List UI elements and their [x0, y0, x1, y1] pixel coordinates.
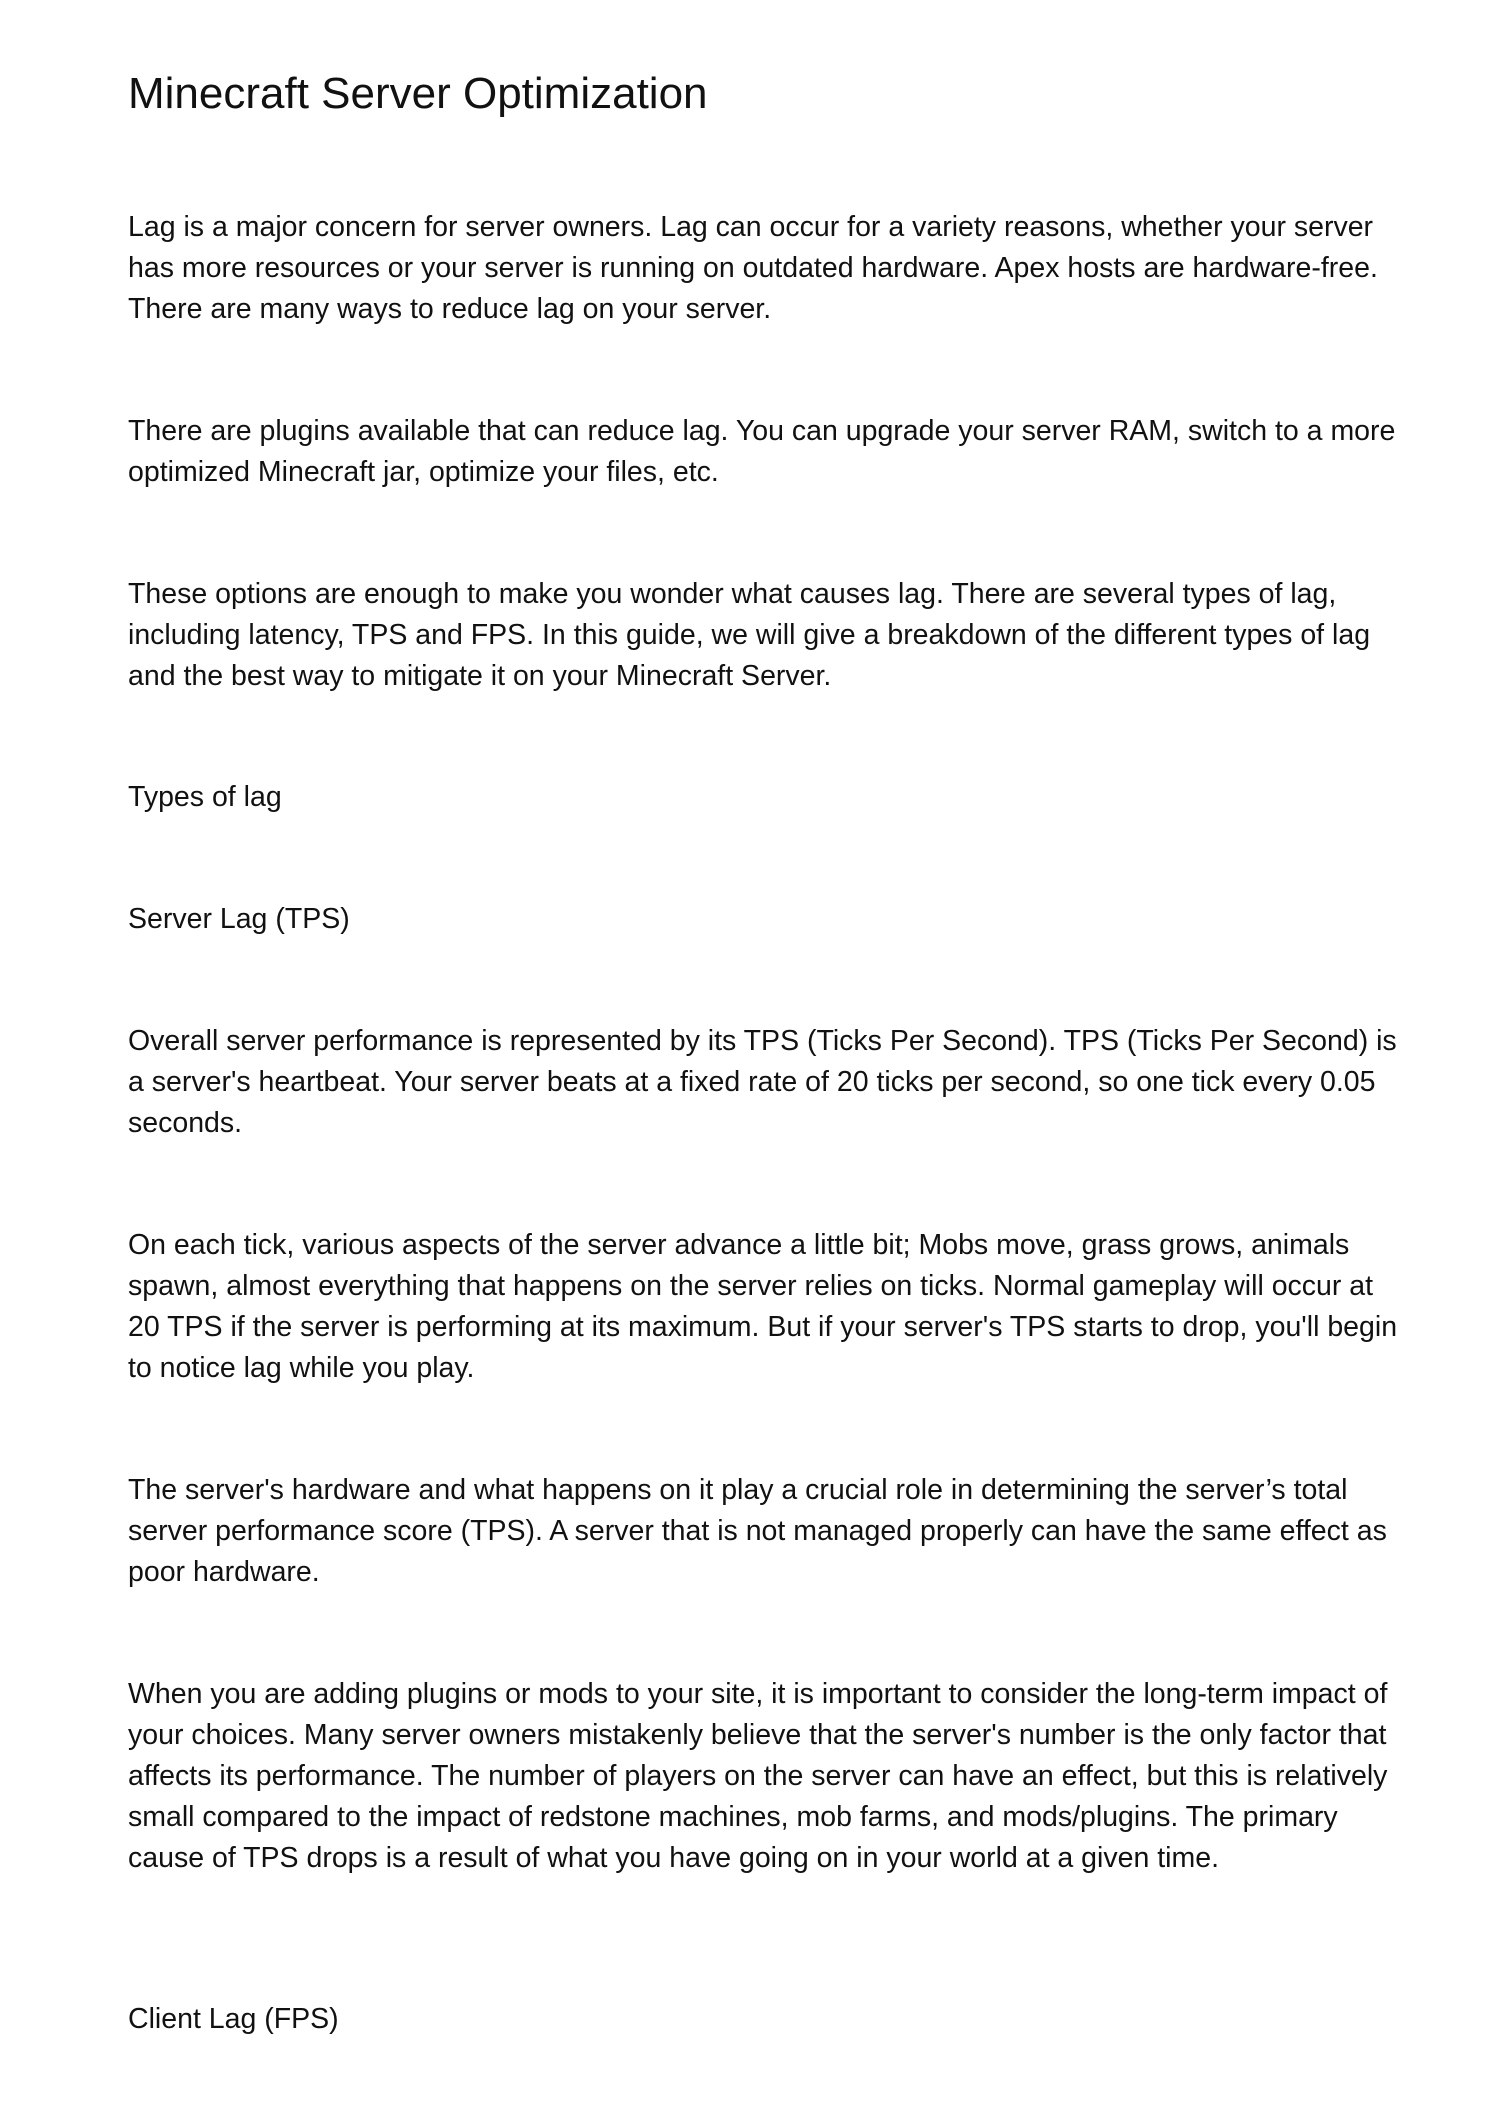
client-lag-heading: Client Lag (FPS): [128, 2003, 339, 2035]
plugins-mods-paragraph: When you are adding plugins or mods to your site, it is important to consider the long-term impact of your choices. Many server owners mistakenly believe that the server's number is the only factor that affects its performance. The number of players on the server can have an effect, but this is relatively small compared to the impact of redstone machines, mob farms, and mods/plugins. The primary cause of TPS drops is a result of what you have going on in your world at a given time.: [128, 1678, 1388, 1874]
server-lag-heading: Server Lag (TPS): [128, 903, 350, 935]
types-of-lag-heading: Types of lag: [128, 781, 282, 813]
document-title: Minecraft Server Optimization: [128, 69, 708, 118]
plugins-paragraph: There are plugins available that can reduce lag. You can upgrade your server RAM, switch to a more optimized Minecraft jar, optimize your files, etc.: [128, 415, 1396, 488]
lag-types-intro-paragraph: These options are enough to make you wonder what causes lag. There are several types of lag, including latency, TPS and FPS. In this guide, we will give a breakdown of the different types of lag and the best way to mitigate it on your Minecraft Server.: [128, 578, 1371, 692]
tps-definition-paragraph: Overall server performance is represented by its TPS (Ticks Per Second). TPS (Ticks Per Second) is a server's heartbeat. Your server beats at a fixed rate of 20 ticks per second, so one tick every 0.05 seconds.: [128, 1025, 1397, 1139]
tick-effects-paragraph: On each tick, various aspects of the server advance a little bit; Mobs move, grass grows, animals spawn, almost everything that happens on the server relies on ticks. Normal gameplay will occur at 20 TPS if the server is performing at its maximum. But if your server's TPS starts to drop, you'll begin to notice lag while you play.: [128, 1229, 1398, 1384]
hardware-paragraph: The server's hardware and what happens on it play a crucial role in determining the server’s total server performance score (TPS). A server that is not managed properly can have the same effect as poor hardware.: [128, 1474, 1387, 1588]
intro-paragraph: Lag is a major concern for server owners. Lag can occur for a variety reasons, whether your server has more resources or your server is running on outdated hardware. Apex hosts are hardware-free. There are many ways to reduce lag on your server.: [128, 211, 1378, 325]
